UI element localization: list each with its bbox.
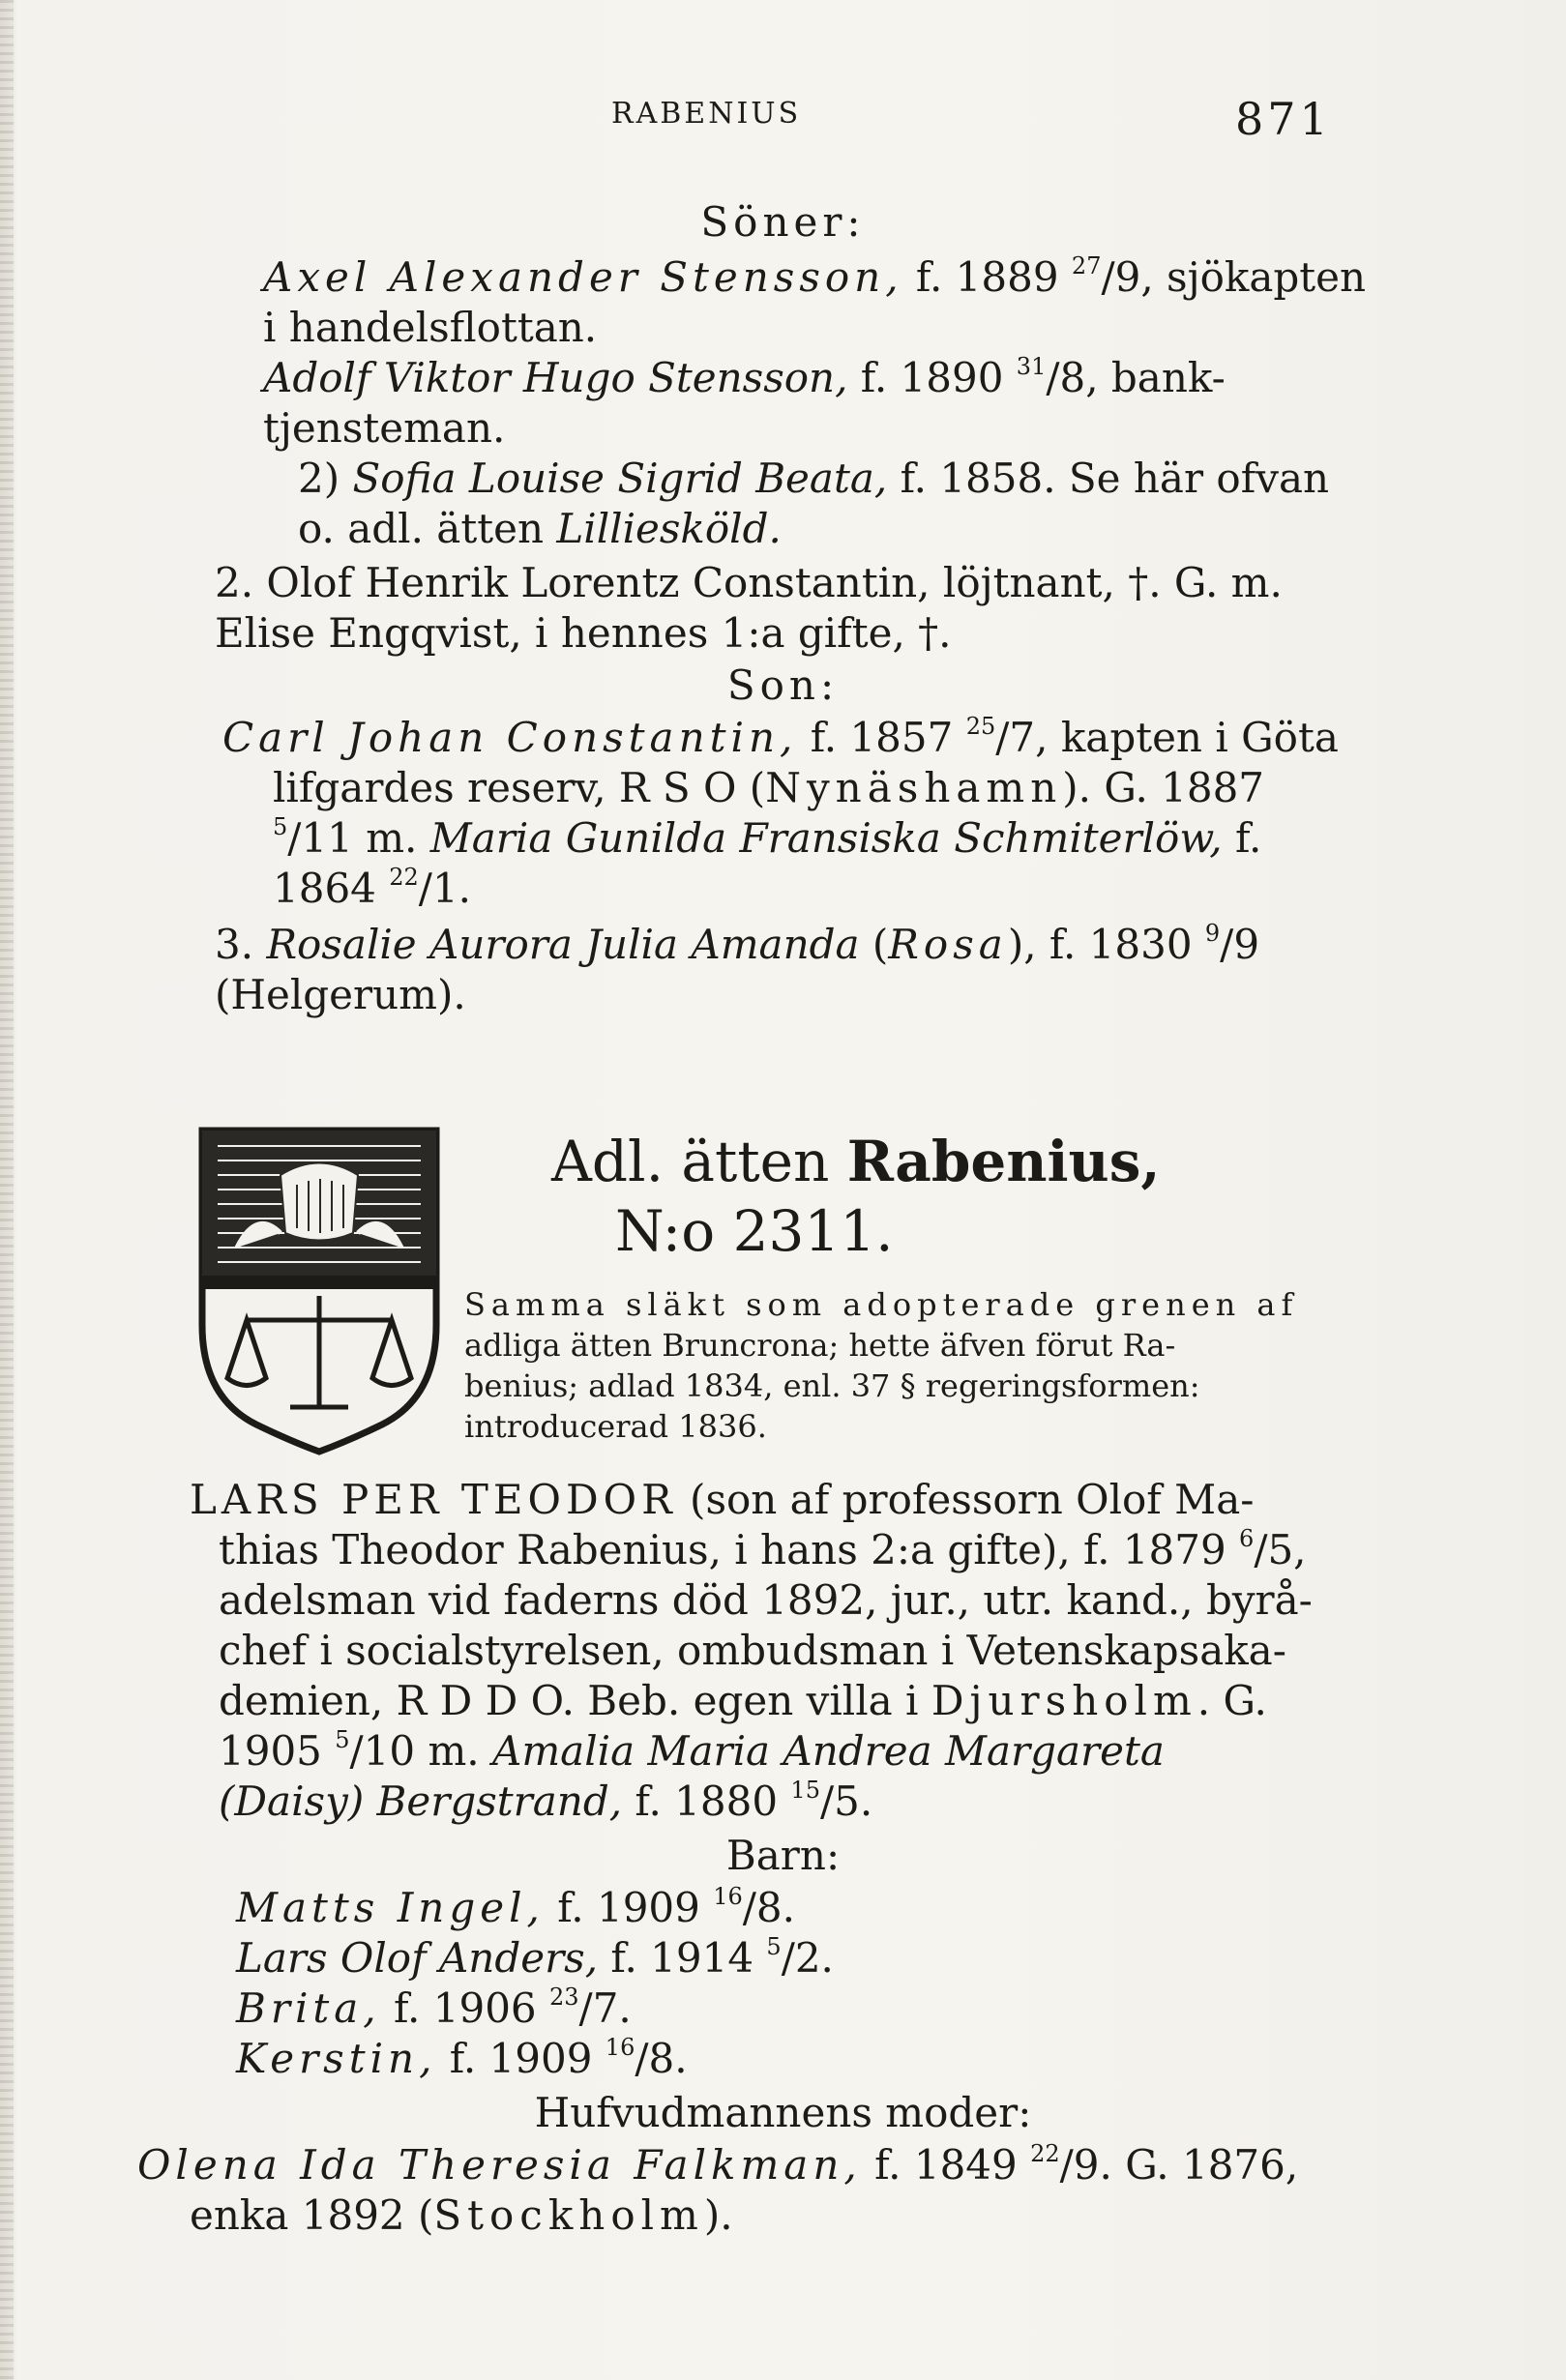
family-note: benius; adlad 1834, enl. 37 § regeringsformen:	[464, 1367, 1200, 1404]
text-line: thias Theodor Rabenius, i hans 2:a gifte), f. 1879 $^6$/5,	[219, 1525, 1307, 1573]
text-line: adelsman vid faderns död 1892, jur., utr. kand., byrå-	[219, 1576, 1313, 1624]
text-line: (Helgerum).	[215, 971, 466, 1018]
child-line: Kerstin, f. 1909 $^{16}$/8.	[236, 2034, 688, 2082]
running-head: RABENIUS	[611, 97, 802, 131]
text-line: (Daisy) Bergstrand, f. 1880 $^{15}$/5.	[219, 1777, 873, 1825]
heading-barn: Barn:	[725, 1832, 841, 1879]
text-line: 1864 $^{22}$/1.	[273, 864, 472, 912]
family-title: Adl. ätten Rabenius,	[551, 1129, 1161, 1194]
heading-soner: Söner:	[700, 198, 866, 246]
family-number: N:o 2311.	[615, 1198, 894, 1264]
text-line: LARS PER TEODOR (son af professorn Olof Ma-	[190, 1476, 1255, 1523]
page-number: 871	[1235, 93, 1332, 145]
page-header	[0, 93, 1566, 145]
text-line: 2) Sofia Louise Sigrid Beata, f. 1858. Se här ofvan	[298, 455, 1330, 502]
text-line: i handelsflottan.	[263, 304, 598, 351]
text-line: Carl Johan Constantin, f. 1857 $^{25}$/7, kapten i Göta	[222, 713, 1339, 761]
text-line: lifgardes reserv, R S O (Nynäshamn). G. 1887	[273, 764, 1265, 811]
text-line: Elise Engqvist, i hennes 1:a gifte, †.	[215, 609, 952, 657]
child-line: Matts Ingel, f. 1909 $^{16}$/8.	[236, 1883, 795, 1931]
text-line: chef i socialstyrelsen, ombudsman i Vetenskapsaka-	[219, 1627, 1286, 1674]
text-line: $^5$/11 m. Maria Gunilda Fransiska Schmiterlöw, f.	[273, 813, 1262, 862]
family-note: adliga ätten Bruncrona; hette äfven förut Ra-	[464, 1327, 1176, 1364]
coat-of-arms-icon	[189, 1117, 450, 1455]
heading-mother: Hufvudmannens moder:	[534, 2089, 1032, 2136]
text-line: 2. Olof Henrik Lorentz Constantin, löjtnant, †. G. m.	[215, 559, 1283, 606]
child-line: Lars Olof Anders, f. 1914 $^5$/2.	[236, 1933, 834, 1982]
child-line: Brita, f. 1906 $^{23}$/7.	[236, 1983, 632, 2032]
heading-son: Son:	[726, 661, 840, 709]
text-line: 3. Rosalie Aurora Julia Amanda (Rosa), f. 1830 $^9$/9	[215, 920, 1260, 968]
text-line: 1905 $^5$/10 m. Amalia Maria Andrea Margareta	[219, 1726, 1165, 1775]
text-line: Axel Alexander Stensson, f. 1889 $^{27}$/9, sjökapten	[263, 252, 1367, 301]
text-line: demien, R D D O. Beb. egen villa i Djursholm. G.	[219, 1677, 1267, 1724]
page-edge	[0, 0, 14, 2380]
family-note: Samma släkt som adopterade grenen af	[464, 1286, 1299, 1323]
text-line: Olena Ida Theresia Falkman, f. 1849 $^{22}$/9. G. 1876,	[137, 2140, 1299, 2189]
family-note: introducerad 1836.	[464, 1408, 767, 1445]
text-line: o. adl. ätten Lilliesköld.	[298, 505, 782, 552]
text-line: tjensteman.	[263, 404, 506, 452]
text-line: enka 1892 (Stockholm).	[190, 2191, 733, 2239]
text-line: Adolf Viktor Hugo Stensson, f. 1890 $^{31}$/8, bank-	[263, 353, 1226, 401]
